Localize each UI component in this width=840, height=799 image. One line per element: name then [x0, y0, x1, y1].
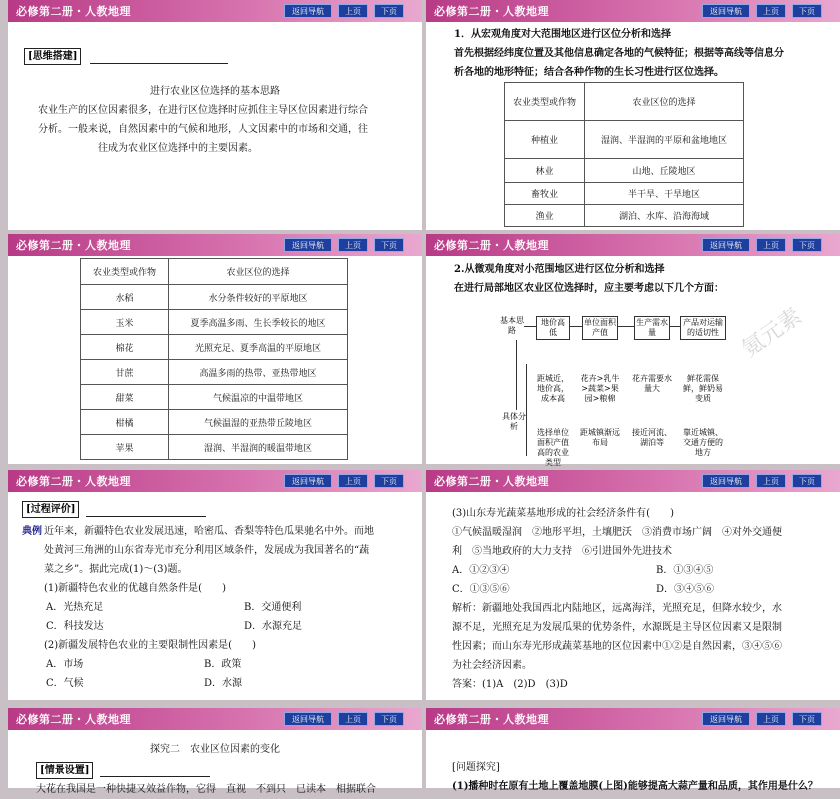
table [504, 82, 744, 227]
text-line: 近年来，新疆特色农业发展迅速，哈密瓜、香梨等特色瓜果驰名中外。而地 [44, 526, 374, 537]
next-page-button[interactable]: 下页 [374, 712, 404, 726]
text-line: 往成为农业区位选择中的主要因素。 [98, 143, 258, 154]
connector [516, 340, 517, 410]
table-cell: 夏季高温多雨、生长季较长的地区 [169, 310, 348, 335]
table-cell: 高温多雨的热带、亚热带地区 [169, 360, 348, 385]
slide-4 [426, 234, 840, 467]
slide-3 [8, 234, 422, 464]
slide-title: 必修第二册・人教地理 [434, 713, 549, 726]
flow-box: 单位面积产值 [582, 316, 618, 340]
option[interactable]: A．光热充足 [46, 602, 104, 613]
table-cell: 气候温凉的中温带地区 [169, 385, 348, 410]
option[interactable]: D．③④⑤⑥ [656, 584, 715, 595]
flow-note: 花卉需要水量大 [632, 374, 672, 393]
slide-header [426, 470, 840, 492]
table-cell: 柑橘 [81, 410, 169, 435]
text-line: 处黄河三角洲的山东省寿光市充分利用区域条件，发展成为我国著名的“蔬 [44, 545, 370, 556]
question: (2)新疆发展特色农业的主要限制性因素是( ) [44, 640, 256, 651]
question: (3)山东寿光蔬菜基地形成的社会经济条件有( ) [452, 508, 674, 519]
example-tag: 典例 [22, 526, 42, 537]
table-cell: 林业 [505, 159, 585, 183]
option[interactable]: B．政策 [204, 659, 242, 670]
table-header: 农业类型或作物 [505, 83, 585, 121]
table-cell: 种植业 [505, 121, 585, 159]
prev-page-button[interactable]: 上页 [338, 238, 368, 252]
flow-box: 生产需水量 [634, 316, 670, 340]
section-label: [思维搭建] [24, 48, 81, 65]
table-header: 农业区位的选择 [169, 259, 348, 285]
flow-box: 地价高低 [536, 316, 570, 340]
option[interactable]: C．①③⑤⑥ [452, 584, 510, 595]
table-cell: 湿润、半湿润的暖温带地区 [169, 435, 348, 460]
nav-button[interactable]: 返回导航 [702, 712, 750, 726]
question: (1)播种时在原有土地上覆盖地膜(上图)能够提高大蒜产量和品质，其作用是什么？ [452, 781, 818, 792]
prev-page-button[interactable]: 上页 [756, 712, 786, 726]
table-cell: 水分条件较好的平原地区 [169, 285, 348, 310]
text-line: 利 ⑤当地政府的大力支持 ⑥引进国外先进技术 [452, 546, 672, 557]
slide-header [426, 708, 840, 730]
slide-title: 必修第二册・人教地理 [16, 5, 131, 18]
answer: 答案：(1)A (2)D (3)D [452, 679, 568, 690]
nav-button[interactable]: 返回导航 [284, 712, 332, 726]
analysis-line: 为社会经济因素。 [452, 660, 532, 671]
text-line: 菜之乡”。据此完成(1)～(3)题。 [44, 564, 188, 575]
option[interactable]: C．气候 [46, 678, 84, 689]
option[interactable]: B．①③④⑤ [656, 565, 714, 576]
slide-8 [426, 708, 840, 792]
next-page-button[interactable]: 下页 [374, 4, 404, 18]
table-cell: 山地、丘陵地区 [585, 159, 744, 183]
slide-header [8, 234, 422, 256]
table-cell: 畜牧业 [505, 183, 585, 205]
slide-title: 必修第二册・人教地理 [434, 239, 549, 252]
option[interactable]: B．交通便利 [244, 602, 302, 613]
option[interactable]: A．①②③④ [452, 565, 510, 576]
next-page-button[interactable]: 下页 [792, 474, 822, 488]
flow-note: 距城近，地价高，成本高 [537, 374, 569, 403]
flow-label-basic: 基本思路 [500, 316, 524, 335]
slide-6 [426, 470, 840, 700]
table-cell: 气候温湿的亚热带丘陵地区 [169, 410, 348, 435]
slide-header [426, 234, 840, 256]
connector [570, 326, 582, 327]
option[interactable]: D．水源 [204, 678, 243, 689]
divider [100, 776, 210, 777]
next-page-button[interactable]: 下页 [792, 238, 822, 252]
table-cell: 湿润、半湿润的平原和盆地地区 [585, 121, 744, 159]
subtitle: 在进行局部地区农业区位选择时，应主要考虑以下几个方面： [454, 283, 724, 294]
divider [90, 63, 228, 64]
prev-page-button[interactable]: 上页 [338, 712, 368, 726]
slide-header [8, 470, 422, 492]
table-cell: 棉花 [81, 335, 169, 360]
table-cell: 苹果 [81, 435, 169, 460]
table-header: 农业区位的选择 [585, 83, 744, 121]
connector [526, 364, 527, 456]
table-cell: 渔业 [505, 205, 585, 227]
text-line: ①气候温暖湿润 ②地形平坦，土壤肥沃 ③消费市场广阔 ④对外交通便 [452, 527, 782, 538]
table-cell: 半干旱、干旱地区 [585, 183, 744, 205]
flow-note: 花卉>乳牛>蔬菜>果园>粮棉 [580, 374, 620, 403]
analysis-line: 解析：新疆地处我国西北内陆地区，远离海洋，光照充足，但降水较少，水 [452, 603, 782, 614]
slide-title: 必修第二册・人教地理 [16, 713, 131, 726]
prev-page-button[interactable]: 上页 [338, 474, 368, 488]
option[interactable]: C．科技发达 [46, 621, 104, 632]
next-page-button[interactable]: 下页 [374, 238, 404, 252]
next-page-button[interactable]: 下页 [374, 474, 404, 488]
prev-page-button[interactable]: 上页 [756, 474, 786, 488]
question: (1)新疆特色农业的优越自然条件是( ) [44, 583, 226, 594]
connector [524, 326, 536, 327]
slide-title: 必修第二册・人教地理 [434, 475, 549, 488]
option[interactable]: D．水源充足 [244, 621, 303, 632]
table [80, 258, 348, 460]
analysis-line: 性因素；而山东寿光形成蔬菜基地的区位因素中①②是自然因素，③④⑤⑥ [452, 641, 782, 652]
slide-header [8, 708, 422, 730]
slide-5 [8, 470, 422, 700]
flow-note: 鲜花需保鲜，鲜奶易变质 [683, 374, 723, 403]
flow-result: 距城镇渐远布局 [580, 428, 620, 447]
slide-title: 必修第二册・人教地理 [16, 475, 131, 488]
nav-button[interactable]: 返回导航 [284, 4, 332, 18]
table-cell: 湖泊、水库、沿海海域 [585, 205, 744, 227]
table-cell: 玉米 [81, 310, 169, 335]
nav-button[interactable]: 返回导航 [284, 474, 332, 488]
divider [86, 516, 206, 517]
nav-button[interactable]: 返回导航 [702, 4, 750, 18]
text-line: 析各地的地形特征；结合各种作物的生长习性进行区位选择。 [454, 67, 724, 78]
table-header: 农业类型或作物 [81, 259, 169, 285]
nav-button[interactable]: 返回导航 [702, 474, 750, 488]
text-line: 大花在我国是一种快捷又效益作物，它得 直视 不到只 已读本 相据联合 [36, 784, 376, 795]
section-label: [情景设置] [36, 762, 93, 779]
connector [670, 326, 680, 327]
prev-page-button[interactable]: 上页 [756, 4, 786, 18]
table-cell: 甜菜 [81, 385, 169, 410]
section-title: 2.从微观角度对小范围地区进行区位分析和选择 [454, 264, 665, 275]
section-label: [问题探究] [452, 762, 500, 773]
text-line: 分析。一般来说，自然因素中的气候和地形，人文因素中的市场和交通，往 [38, 124, 368, 135]
flow-label-specific: 具体分析 [502, 412, 526, 431]
flow-result: 接近河流、湖泊等 [632, 428, 672, 447]
table-cell: 水稻 [81, 285, 169, 310]
section-label: [过程评价] [22, 501, 79, 518]
slide-title: 必修第二册・人教地理 [434, 5, 549, 18]
next-page-button[interactable]: 下页 [792, 712, 822, 726]
nav-button[interactable]: 返回导航 [702, 238, 750, 252]
slide-1 [8, 0, 422, 230]
slide-2 [426, 0, 840, 230]
flow-box: 产品对运输的适切性 [680, 316, 726, 340]
prev-page-button[interactable]: 上页 [338, 4, 368, 18]
slide-header [426, 0, 840, 22]
text-line: 首先根据经纬度位置及其他信息确定各地的气候特征；根据等高线等信息分 [454, 48, 784, 59]
table-cell: 光照充足、夏季高温的平原地区 [169, 335, 348, 360]
heading: 探究二 农业区位因素的变化 [150, 744, 280, 755]
slide-header [8, 0, 422, 22]
heading: 进行农业区位选择的基本思路 [150, 86, 280, 97]
connector [618, 326, 634, 327]
watermark: 氪元素 [737, 303, 807, 363]
prev-page-button[interactable]: 上页 [756, 238, 786, 252]
flow-result: 靠近城镇、交通方便的地方 [683, 428, 723, 457]
option[interactable]: A．市场 [46, 659, 84, 670]
text-line: 农业生产的区位因素很多，在进行区位选择时应抓住主导区位因素进行综合 [38, 105, 368, 116]
section-title: 1．从宏观角度对大范围地区进行区位分析和选择 [454, 29, 671, 40]
next-page-button[interactable]: 下页 [792, 4, 822, 18]
flow-result: 选择单位面积产值高的农业类型 [537, 428, 569, 467]
analysis-line: 源不足，光照充足为发展瓜果的优势条件，水源既是主导区位因素又是限制 [452, 622, 782, 633]
slide-title: 必修第二册・人教地理 [16, 239, 131, 252]
table-cell: 甘蔗 [81, 360, 169, 385]
nav-button[interactable]: 返回导航 [284, 238, 332, 252]
slide-7 [8, 708, 422, 795]
